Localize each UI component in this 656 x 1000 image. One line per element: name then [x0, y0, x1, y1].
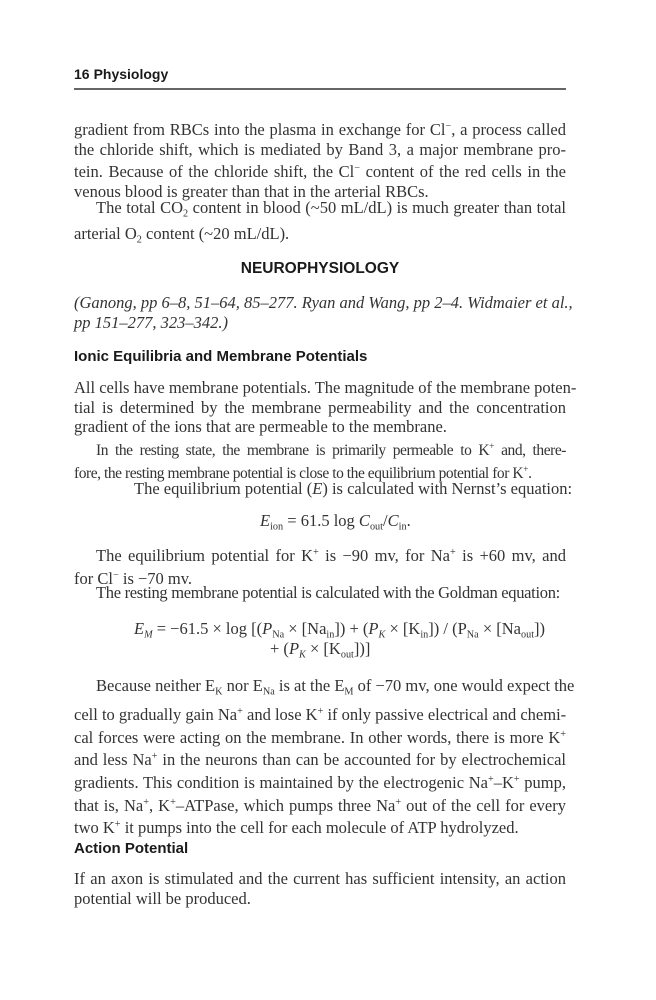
references — [74, 293, 573, 332]
paragraph-goldman-intro — [74, 583, 566, 603]
section-heading: NEUROPHYSIOLOGY — [240, 260, 400, 277]
text-line: gradients. This condition is maintained by the electrogenic Na+–K+ pump, — [74, 773, 566, 793]
text-line: cal forces were acting on the membrane. In other words, there is more K+ — [74, 727, 566, 747]
subheading-ionic-equilibria: Ionic Equilibria and Membrane Potentials — [74, 348, 368, 365]
goldman-equation-line-2: + $(P_K \times [K_{out}])$] — [270, 639, 371, 661]
text-line: All cells have membrane potentials. The magnitude of the membrane poten- — [74, 378, 577, 397]
text-line: cell to gradually gain Na+ and lose K+ if only passive electrical and chemi- — [74, 705, 567, 725]
paragraph-action-potential — [74, 869, 566, 908]
text-line: (Ganong, pp 6–8, 51–64, 85–277. Ryan and Wang, pp 2–4. Widmaier et al., — [74, 293, 573, 312]
running-title: Physiology — [93, 66, 169, 82]
text-line: gradient from RBCs into the plasma in exchange for Cl−, a process called — [74, 120, 566, 140]
text-line: tial is determined by the membrane permeability and the concentration — [74, 397, 566, 417]
text-line: gradient of the ions that are permeable to the membrane. — [74, 417, 447, 436]
paragraph-sodium-potassium-pump — [74, 676, 575, 838]
paragraph-membrane-potentials — [74, 378, 577, 437]
nernst-equation: $E_{ion} = 61.5$ $\log C_{out}/C_{in}$. — [260, 511, 411, 533]
text-line: venous blood is greater than that in the arterial RBCs. — [74, 181, 429, 201]
text-line: fore, the resting membrane potential is close to the equilibrium potential for K+. — [74, 464, 532, 483]
text-line: potential will be produced. — [74, 888, 251, 908]
text-line: If an axon is stimulated and the current has sufficient intensity, an action — [74, 869, 566, 888]
goldman-equation-line-1: $E_M = -61.5 \times \log [(P_{Na} \times [Na_{in}]) + (P_K \times [K_{in}]) / (P_{Na} \times [Na_{out}])$ — [134, 619, 546, 641]
paragraph-resting-state — [74, 437, 566, 484]
text-line: The total $CO_2$ content in blood (~50 mL/dL) is much greater than total — [96, 198, 566, 220]
text-line: Because neither $E_K$ nor $E_{Na}$ is at the $E_M$ of −70 mv, one would expect the — [96, 676, 575, 698]
text-line: two K+ it pumps into the cell for each molecule of ATP hydrolyzed. — [74, 818, 519, 838]
text-line: tein. Because of the chloride shift, the Cl− content of the red cells in the — [74, 162, 566, 182]
paragraph-nernst-intro — [134, 479, 574, 499]
page-number: 16 — [74, 66, 90, 82]
text-line: pp 151–277, 323–342.) — [74, 312, 228, 332]
text-line: In the resting state, the membrane is primarily permeable to K+ and, there- — [96, 441, 566, 459]
text-line: The resting membrane potential is calculated with the Goldman equation: — [96, 583, 560, 602]
paragraph-co2-content — [74, 198, 566, 250]
text-line: the chloride shift, which is mediated by Band 3, a major membrane pro- — [74, 139, 566, 159]
text-line: and less Na+ in the neurons than can be accounted for by electrochemical — [74, 750, 566, 770]
text-line: arterial $O_2$ content (~20 mL/dL). — [74, 224, 290, 246]
text-line: that is, Na+, K+–ATPase, which pumps three Na+ out of the cell for every — [74, 795, 566, 815]
paragraph-chloride-shift — [74, 117, 566, 201]
text-line: The equilibrium potential for K+ is −90 mv, for Na+ is +60 mv, and — [96, 546, 566, 566]
running-header — [74, 64, 566, 90]
subheading-action-potential: Action Potential — [74, 840, 189, 857]
text-line: The equilibrium potential (E) is calculated with Nernst’s equation: — [134, 479, 573, 498]
text-line: for Cl− is −70 mv. — [74, 568, 193, 588]
paragraph-equilibrium-values — [74, 543, 566, 588]
